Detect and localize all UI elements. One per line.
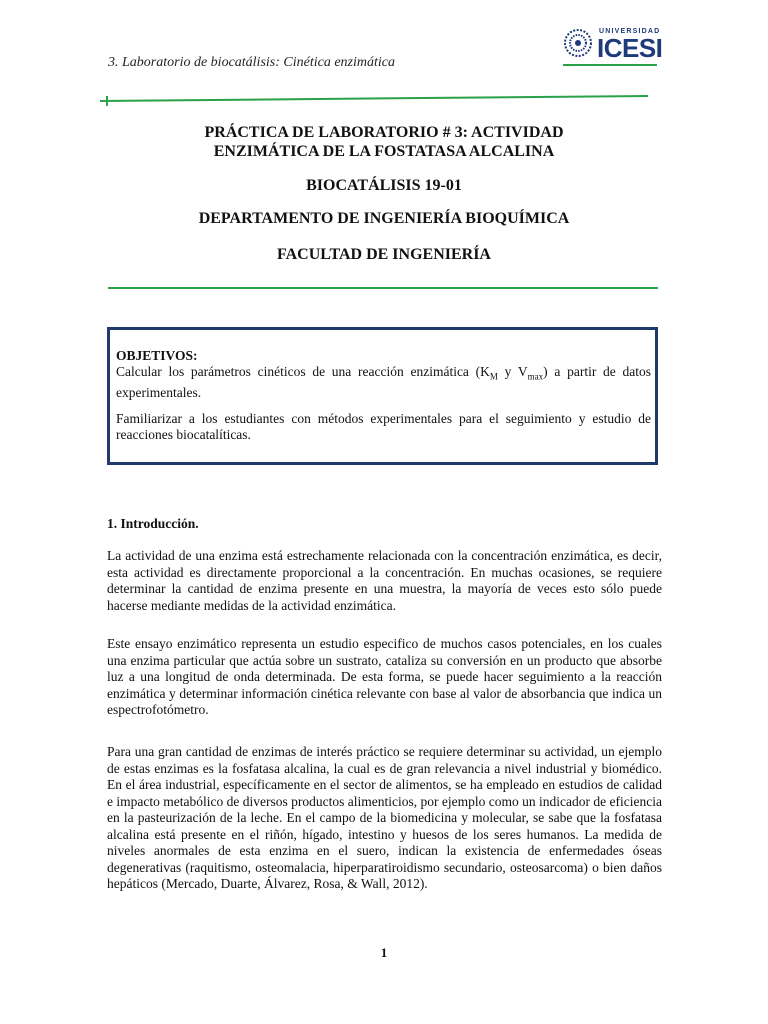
page-number: 1 — [380, 945, 388, 960]
logo-name: ICESI — [597, 33, 663, 63]
objectives-heading: OBJETIVOS: — [116, 348, 198, 363]
title-line-1: PRÁCTICA DE LABORATORIO # 3: ACTIVIDAD — [204, 124, 564, 141]
department-title: DEPARTAMENTO DE INGENIERÍA BIOQUÍMICA — [198, 210, 570, 227]
logo-top-text: UNIVERSIDAD — [599, 28, 661, 35]
title-divider — [108, 287, 658, 289]
running-header: 3. Laboratorio de biocatálisis: Cinética enzimática — [108, 55, 395, 70]
section-heading: 1. Introducción. — [107, 516, 199, 531]
paragraph-3: Para una gran cantidad de enzimas de interés práctico se requiere determinar su actividad, un ejemplo de estas enzimas es la fosfatasa alcalina, la cual es de gran relevancia a nivel industrial y biomédico. En el área industrial, específicamente en el sector de alimentos, se ha empleado en estudios de calidad e impacto metabólico de diversos productos alimenticios, por ejemplo como un indicador de eficiencia en la pasteurización de la leche. En el campo de la biomedicina y molecular, se sabe que la fosfatasa alcalina está presente en el riñón, hígado, intestino y huesos de los seres humanos. La medida de niveles anormales de esta enzima en el suero, indican la existencia de enfermedades óseas degenerativas (raquitismo, osteomalacia, hiperparatiroidismo secundario, osteosarcoma) o bien daños hepáticos (Mercado, Duarte, Álvarez, Rosa, & Wall, 2012). — [107, 744, 662, 891]
faculty-title: FACULTAD DE INGENIERÍA — [277, 246, 491, 263]
paragraph-2: Este ensayo enzimático representa un estudio especifico de muchos casos potenciales, en los cuales una enzima particular que actúa sobre un sustrato, cataliza su conversión en un producto que absorbe luz a una longitud de onda determinada. De esta forma, se puede hacer seguimiento a la reacción enzimática y determinar información cinética relevante con base al valor de absorbancia que indica un espectrofotómetro. — [107, 636, 662, 717]
objective-1: Calcular los parámetros cinéticos de una reacción enzimática ($K_M$ y $V_{max}$) a partir de datos experimentales. — [116, 364, 652, 400]
objectives-box — [107, 327, 658, 465]
seal-icon — [563, 28, 593, 58]
logo-underline — [563, 64, 657, 66]
course-title: BIOCATÁLISIS 19-01 — [306, 177, 462, 194]
document-title — [150, 123, 618, 161]
objective-2: Familiarizar a los estudiantes con métodos experimentales para el seguimiento y estudio de reacciones biocatalíticas. — [116, 410, 651, 442]
university-logo — [563, 26, 663, 66]
header-rule — [98, 95, 650, 107]
title-line-2: ENZIMÁTICA DE LA FOSTATASA ALCALINA — [213, 143, 555, 160]
paragraph-1: La actividad de una enzima está estrechamente relacionada con la concentración enzimática, es decir, esta actividad es directamente proporcional a la concentración. En muchas ocasiones, se requiere determinar la cantidad de enzima presente en una muestra, la mayoría de veces esto sólo puede hacerse mediante medidas de la actividad enzimática. — [107, 548, 662, 613]
